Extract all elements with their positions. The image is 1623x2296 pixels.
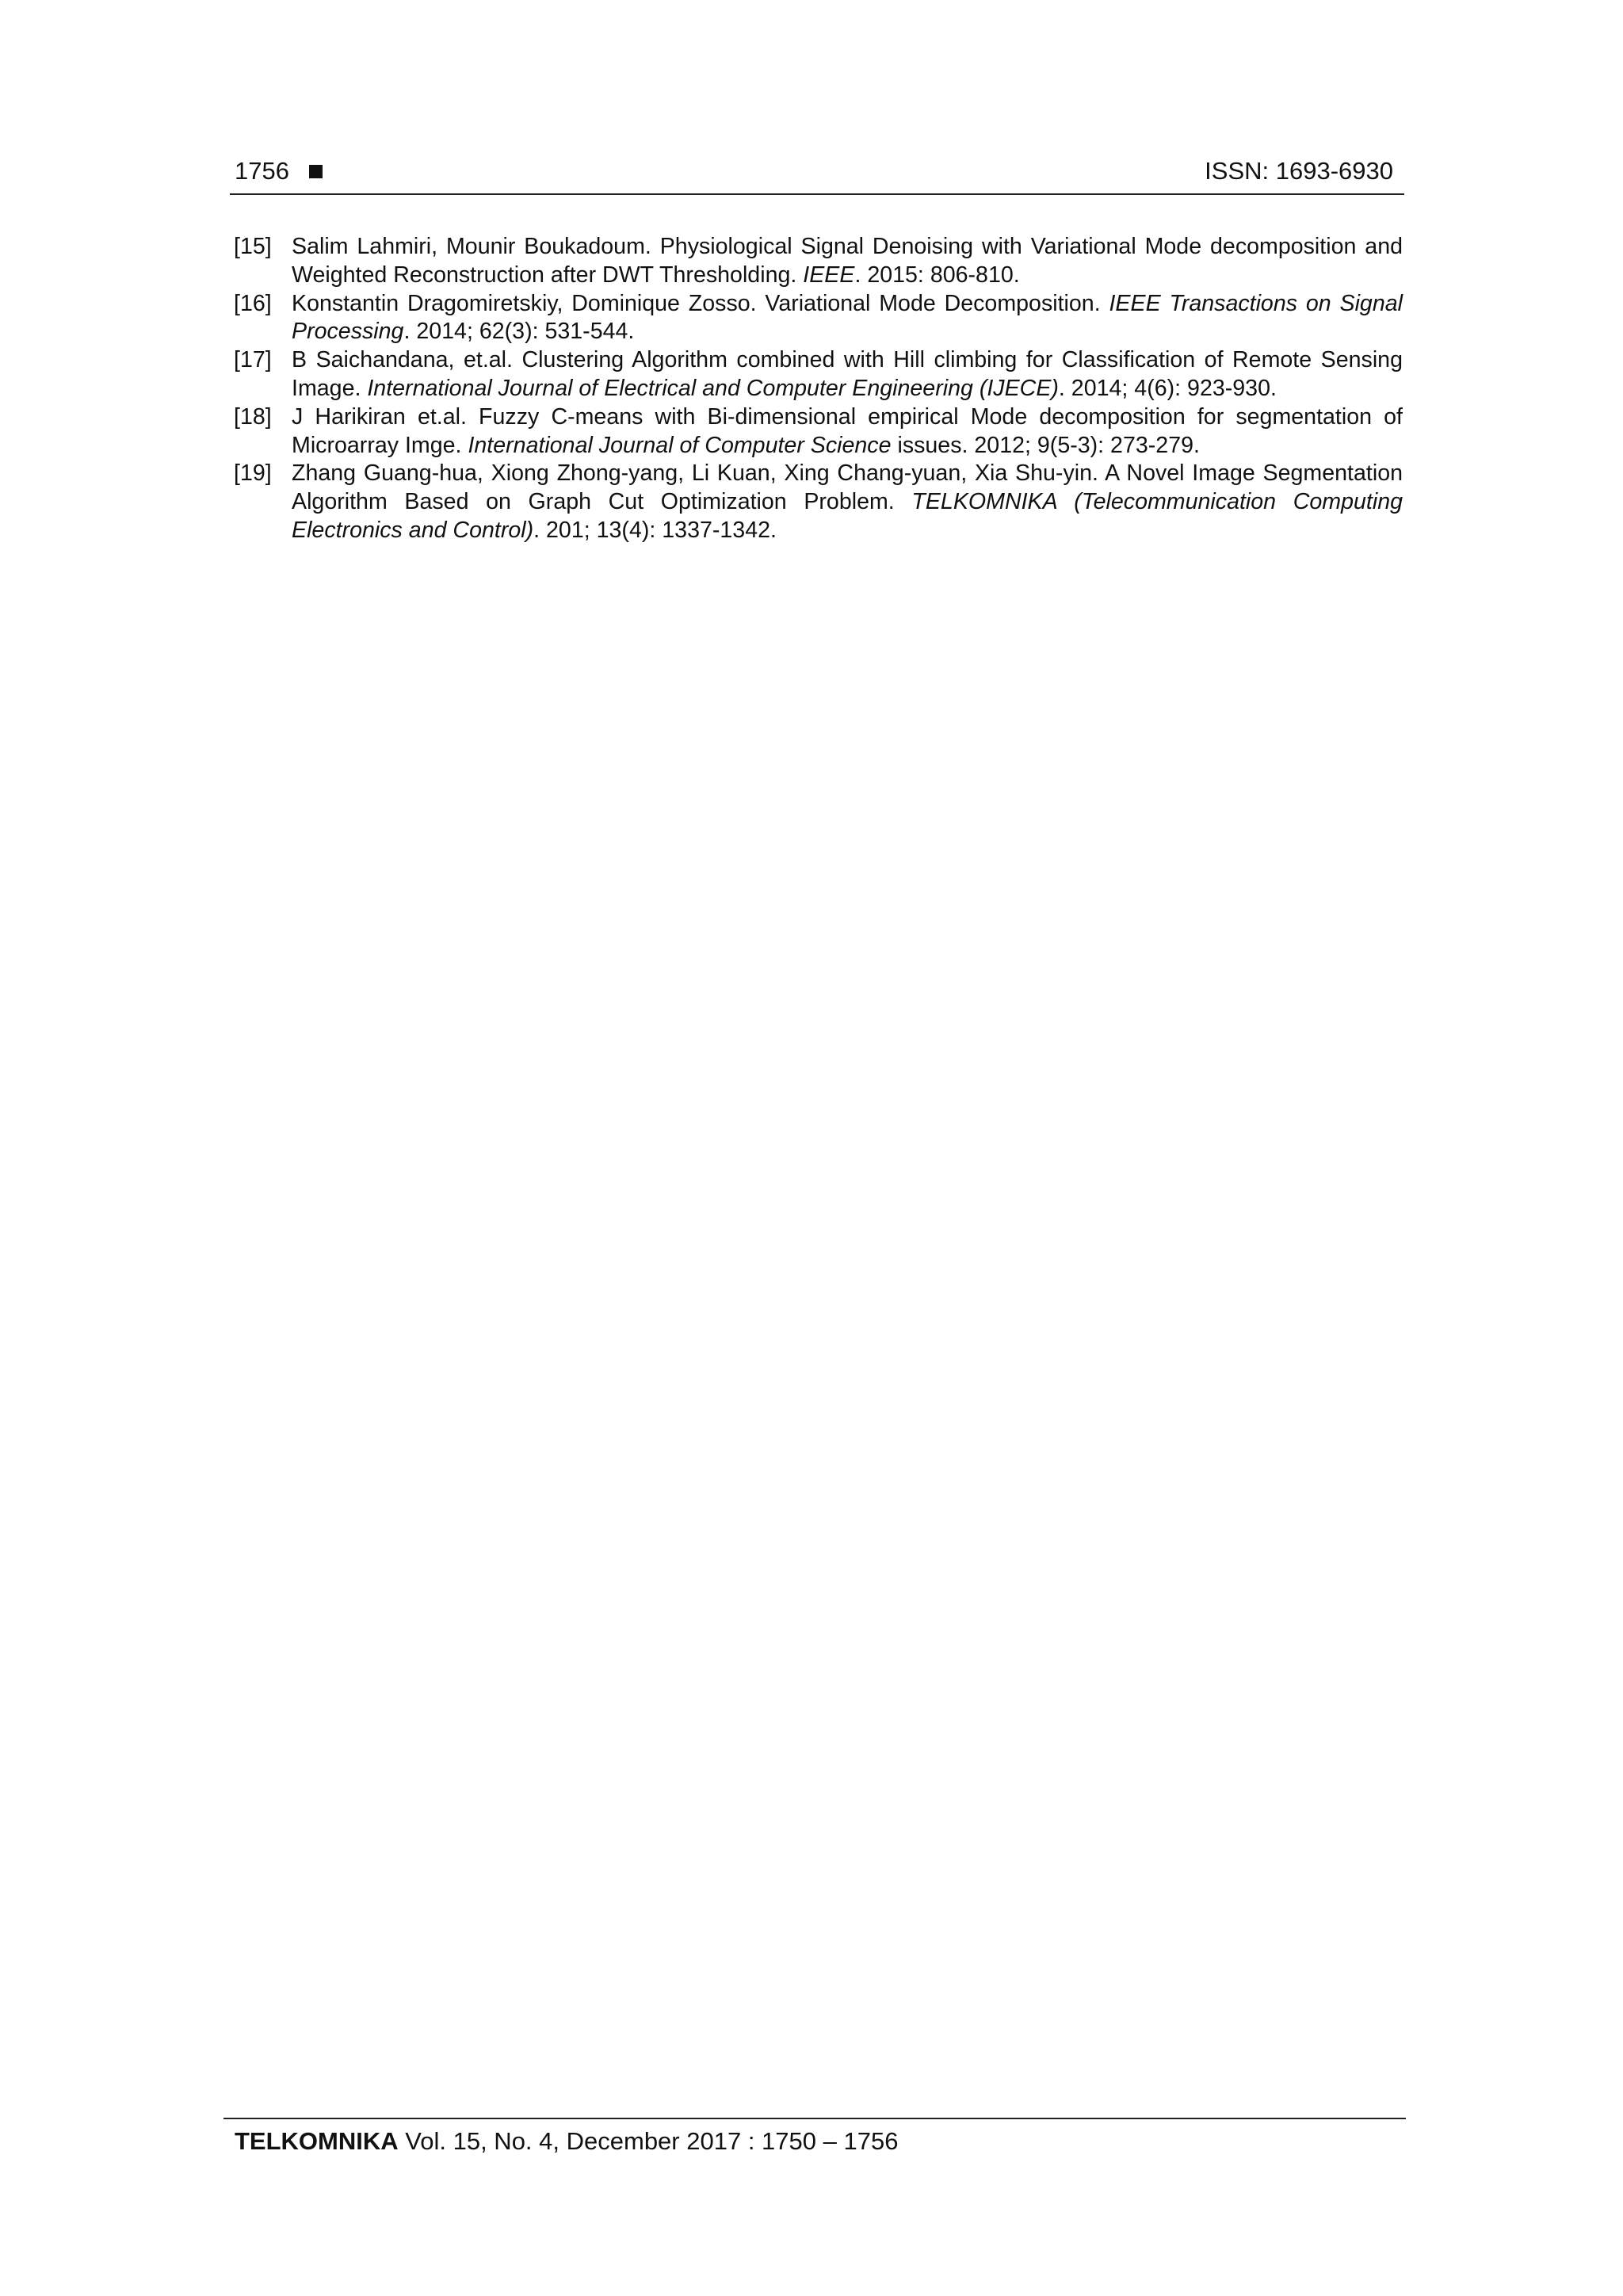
issn-label: ISSN: 1693-6930 (1205, 157, 1393, 185)
reference-item (234, 233, 1403, 290)
reference-text-segment: . 2015: 806-810. (854, 262, 1020, 288)
reference-text-segment: Konstantin Dragomiretskiy, Dominique Zosso. Variational Mode Decomposition. (292, 290, 1109, 316)
page-header (230, 155, 1404, 195)
reference-source-title: International Journal of Electrical and Computer Engineering (IJECE) (367, 375, 1059, 401)
reference-number: [15] (234, 234, 272, 259)
reference-text-segment: . 201; 13(4): 1337-1342. (533, 517, 777, 543)
reference-text (292, 233, 1403, 290)
reference-source-title: International Journal of Computer Science (468, 432, 892, 458)
page-footer (223, 2118, 1406, 2157)
reference-source-title: IEEE (803, 262, 855, 288)
reference-list (234, 233, 1403, 545)
reference-text-segment: . 2014; 62(3): 531-544. (403, 319, 635, 345)
reference-text-segment: J Harikiran et.al. Fuzzy C-means with Bi-dimensional empirical Mode decomposition for segmentation of Microarray Imge. (292, 403, 1403, 458)
reference-text (292, 403, 1403, 460)
reference-number: [17] (234, 347, 272, 373)
reference-text (292, 290, 1403, 347)
reference-item (234, 460, 1403, 544)
reference-source-title: TELKOMNIKA (Telecommunication Computing Electronics and Control) (292, 489, 1403, 543)
footer-journal-name: TELKOMNIKA (235, 2127, 399, 2155)
reference-text-segment: . 2014; 4(6): 923-930. (1058, 375, 1277, 401)
reference-text (292, 346, 1403, 403)
page-number: 1756 (235, 157, 289, 185)
reference-item (234, 290, 1403, 347)
reference-text-segment: B Saichandana, et.al. Clustering Algorithm combined with Hill climbing for Classification of Remote Sensing Image. (292, 347, 1403, 401)
reference-item (234, 346, 1403, 403)
reference-text-segment: issues. 2012; 9(5-3): 273-279. (891, 432, 1200, 458)
square-bullet-icon (309, 165, 323, 178)
reference-number: [16] (234, 290, 272, 316)
reference-item (234, 403, 1403, 460)
reference-number: [19] (234, 460, 272, 487)
reference-text-segment: Zhang Guang-hua, Xiong Zhong-yang, Li Kuan, Xing Chang-yuan, Xia Shu-yin. A Novel Image Segmentation Algorithm Based on Graph Cut Optimization Problem. (292, 460, 1403, 515)
reference-number: [18] (234, 403, 272, 430)
reference-source-title: IEEE Transactions on Signal Processing (292, 290, 1403, 345)
reference-text (292, 460, 1403, 544)
footer-issue-details: Vol. 15, No. 4, December 2017 : 1750 – 1756 (405, 2127, 899, 2155)
reference-text-segment: Salim Lahmiri, Mounir Boukadoum. Physiological Signal Denoising with Variational Mode decomposition and Weighted Reconstruction after DWT Thresholding. (292, 234, 1403, 288)
